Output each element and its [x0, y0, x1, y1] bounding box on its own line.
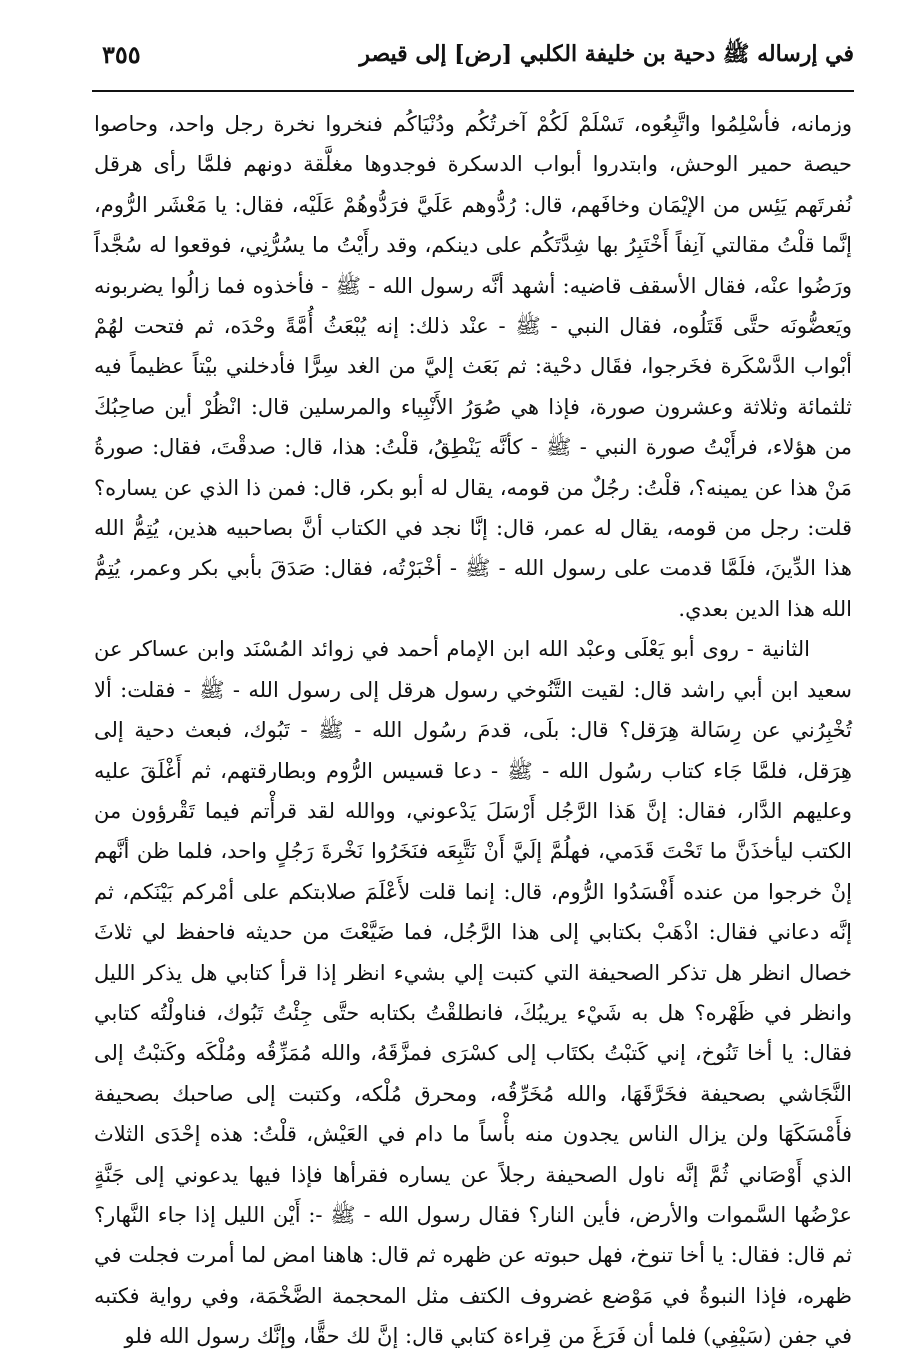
paragraph-second-narration: الثانية - روى أبو يَعْلَى وعبْد الله ابن الإمام أحمد في زوائد المُسْنَد وابن عساكر عن سعيد ابن أبي راشد قال: لقيت التَّنُوخي رسول هرقل إلى رسول الله - ﷺ - فقلت: ألا تُخْبِرُني عن رِسَالة هِرَقل؟ قال: بلَى، قدمَ رسُول الله - ﷺ - تَبُوك، فبعث دحية إلى هِرَقل، فلمَّا جَاء كتاب رسُول الله - ﷺ - دعا قسيس الرُّوم وبطارقتهم، ثم أَغْلَقَ عليه وعليهم الدَّار، فقال: إنَّ هَذا الرَّجُل أَرْسَلَ يَدْعوني، ووالله لقد قرأْتم فيما تَقْرؤون من الكتب ليأخذَنَّ ما تَحْتَ قَدَمي، فهلُمَّ إلَيَّ أَنْ نَتَّبِعَه فنَخَرُوا نَخْرةَ رَجُلٍ واحد، فلما ظن أنَّهم إنْ خرجوا من عنده أَفْسَدُوا الرُّوم، قال: إنما قلت لأَعْلَمَ صلابتكم على أمْركم بَيْنَكم، ثم إنَّه دعاني فقال: اذْهَبْ بكتابي إلى هذا الرَّجُل، فما ضَيَّعْتَ من حديثه فاحفظ لي ثلاثَ خصال انظر هل تذكر الصحيفة التي كتبت إلي بشيء انظر إذا قرأ كتابي هل يذكر الليل وانظر في ظَهْره؟ هل به شَيْء يريبُكَ، فانطلقْتُ بكتابه حتَّى جِئْتُ تَبُوك، فناولْتُه كتابي فقال: يا أخا تَنُوخ، إني كَتبْتُ بكتَاب إلى كسْرَى فمزَّقَهُ، والله مُمَزِّقُه ومُلْكَه وكَتبْتُ إلى النَّجَاشي بصحيفة فخَرَّقَهَا، والله مُخَرِّقُه، ومحرق مُلْكه، وكتبت إلى صاحبك بصحيفة فأَمْسَكَهَا ولن يزال الناس يجدون منه بأْساً ما دام في العَيْش، قلْتُ: هذه إحْدَى الثلاث الذي أَوْصَاني ثُمَّ إنَّه ناول الصحيفة رجلاً عن يساره فقرأها فإذا فيها يدعوني إلى جَنَّةٍ عرْضُها السَّموات والأرض، فأين النار؟ فقال رسول الله - ﷺ -: أَيْن الليل إذا جاء النَّهار؟ ثم قال: فقال: يا أخا تنوخ، فهل حبوته عن ظهره ثم قال: هاهنا امض لما أمرت فجلت في ظهره، فإذا النبوةُ في مَوْضع غضروف الكتف مثل المحجمة الضَّخْمَة، وفي رواية فكتبه في جفن (سَيْفِي) فلما أن فَرَغَ من قِراءة كتابي قال: إنَّ لك حقًّا، وإنَّك رسول الله فلو	[94, 637, 852, 1349]
paragraph-continuation: وزمانه، فأسْلِمُوا واتَّبِعُوه، تَسْلَمْ لَكُمْ آخرتُكُم ودُنْيَاكُم فنخروا نخرة رجل واحد، وحاصوا حيصة حمير الوحش، وابتدروا أبواب الدسكرة فوجدوها مغلَّقة دونهم فلمَّا رأى هرقل نُفرتَهم يَئِس من الإيْمَان وخافَهم، قال: رُدُّوهم عَلَيَّ فرَدُّوهُمْ عَلَيْه، فقال: يا مَعْشَر الرُّوم، إنَّما قلْتُ مقالتي آنِفاً أَخْتَبِرُ بها شِدَّتَكُم على دينكم، وقد رأَيْتُ ما يسُرُّنِي، فوقعوا له سُجَّداً ورَضُوا عنْه، فقال الأسقف قاضيه: أشهد أنَّه رسول الله - ﷺ - فأخذوه فما زالُوا يضربونه ويَعضُّونَه حتَّى قَتَلُوه، فقال النبي - ﷺ - عنْد ذلك: إنه يُبْعَثُ أُمَّةً وحْدَه، ثم فتحت لهُمْ أبْواب الدَّسْكَرة فخَرجوا، فقَال دحْية: ثم بَعَث إليَّ من الغد سِرًّا فأدخلني بيْتاً عظيماً فيه ثلثمائة وثلاثة وعشرون صورة، فإذا هي صُوَرُ الأَنْبِياء والمرسلين قال: انْظُرْ أين صاحِبُكَ من هؤلاء، فرأَيْتُ صورة النبي - ﷺ - كأنَّه يَنْطِقُ، قلْتُ: هذا، قال: صدقْتَ، فقال: صورةُ مَنْ هذا عن يمينه؟، قلْتُ: رجُلٌ من قومه، يقال له أبو بكر، قال: فمن ذا الذي عن يساره؟ قلت: رجل من قومه، يقال له عمر، قال: إنَّا نجد في الكتاب أنَّ بصاحبيه هذين، يُتِمُّ الله هذا الدِّينَ، فلَمَّا قدمت على رسول الله - ﷺ - أخْبَرْتُه، فقال: صَدَقَ بأبي بكر وعمر، يُتِمُّ الله هذا الدين بعدي.	[94, 112, 852, 621]
header-rule	[92, 90, 854, 92]
body-text	[94, 104, 852, 1357]
page-header	[92, 36, 854, 84]
page-number: ٣٥٥	[102, 40, 141, 69]
running-title: في إرساله ﷺ دحية بن خليفة الكلبي [رض] إلى قيصر	[359, 41, 854, 67]
